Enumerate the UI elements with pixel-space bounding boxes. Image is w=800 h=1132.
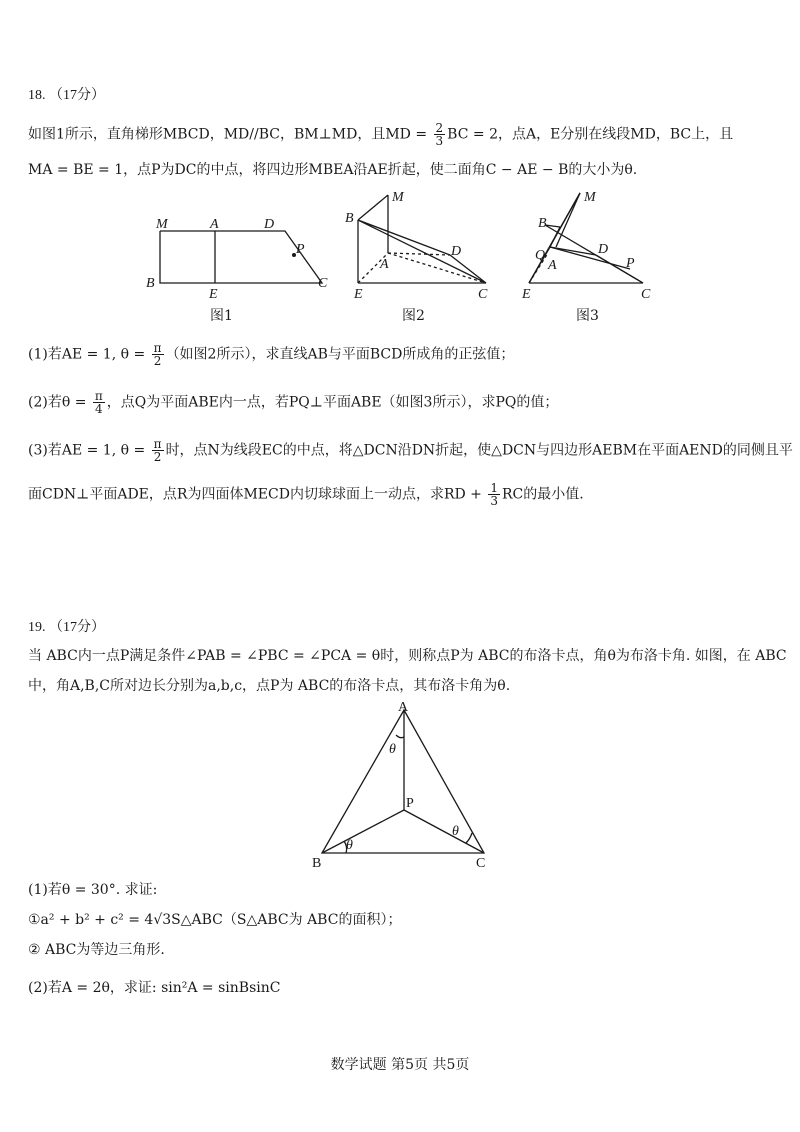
fig3-label-m: M xyxy=(584,190,596,205)
q19-header: 19. （17分） xyxy=(28,620,105,635)
fig3-label-p: P xyxy=(626,256,635,271)
q19-intro-line2: 中，角A,B,C所对边长分别为a,b,c，点P为 ABC的布洛卡点，其布洛卡角为θ. xyxy=(28,678,511,694)
fig3-label-e: E xyxy=(522,287,531,302)
q19-part1-item1: ①a² + b² + c² = 4√3S△ABC（S△ABC为 ABC的面积）； xyxy=(28,912,402,928)
q18-intro-text: 如图1所示，直角梯形MBCD，MD//BC，BM⊥MD，且MD = xyxy=(28,126,432,143)
fig1-label-e: E xyxy=(209,287,218,302)
fig2-label-m: M xyxy=(392,190,404,205)
fig2-label-c: C xyxy=(478,287,488,302)
q18-part1: (1)若AE = 1, θ = $\frac{\pi}{2}$ （如图2所示），求直线AB与平面BCD所成角的正弦值； xyxy=(28,341,515,368)
q18-part3-line2-fraction: $\frac{1}{3}$ xyxy=(490,481,498,508)
figure-2 xyxy=(358,195,486,283)
triangle-abc xyxy=(322,710,484,853)
page-footer: 数学试题 第5页 共5页 xyxy=(330,1057,470,1073)
fig3-caption: 图3 xyxy=(576,308,599,324)
fig19-theta-b: θ xyxy=(346,838,353,853)
fig3-label-a: A xyxy=(548,258,557,273)
q19-figure xyxy=(0,695,800,875)
fig2-label-a: A xyxy=(380,257,389,272)
q18-intro-line1 xyxy=(28,122,733,147)
fig19-label-p: P xyxy=(406,796,414,811)
fig2-label-d: D xyxy=(451,244,462,259)
q19-intro-line1: 当 ABC内一点P满足条件∠PAB = ∠PBC = ∠PCA = θ时，则称点P为 ABC的布洛卡点，角θ为布洛卡角. 如图，在 ABC xyxy=(28,648,787,664)
angle-arc-c xyxy=(466,833,472,843)
fig19-label-b: B xyxy=(312,856,322,871)
q18-part3: (3)若AE = 1, θ = $\frac{\pi}{2}$ 时，点N为线段EC的中点，将△DCN沿DN折起，使△DCN与四边形AEBM在平面AEND的同侧且平 xyxy=(28,437,793,464)
q18-intro-line2: MA = BE = 1，点P为DC的中点，将四边形MBEA沿AE折起，使二面角C − AE − B的大小为θ. xyxy=(28,162,638,178)
fig1-caption: 图1 xyxy=(210,308,233,324)
q18-figures xyxy=(0,185,800,325)
fig19-theta-a: θ xyxy=(389,742,396,757)
q18-part3-line2: 面CDN⊥平面ADE，点R为四面体MECD内切球球面上一动点，求RD + $\frac{1}{3}$ RC的最小值. xyxy=(28,481,584,508)
fig1-label-m: M xyxy=(156,217,168,232)
q18-header: 18. （17分） xyxy=(28,88,105,103)
q18-intro-tail: BC = 2，点A，E分别在线段MD，BC上，且 xyxy=(447,126,734,143)
fig3-label-q: Q xyxy=(535,248,546,263)
q19-part1: (1)若θ = 30°. 求证: xyxy=(28,882,158,898)
q18-intro-fraction: $\frac{2}{3}$ xyxy=(435,121,444,148)
fig1-label-p: P xyxy=(296,242,305,257)
q18-part1-fraction: $\frac{\pi}{2}$ xyxy=(153,341,162,368)
angle-arc-a xyxy=(396,735,404,738)
q18-part2: (2)若θ = $\frac{\pi}{4}$ ，点Q为平面ABE内一点，若PQ⊥平面ABE（如图3所示），求PQ的值； xyxy=(28,389,559,416)
fig1-label-a: A xyxy=(210,217,219,232)
fig2-caption: 图2 xyxy=(402,308,425,324)
q18-part2-fraction: $\frac{\pi}{4}$ xyxy=(94,389,103,416)
fig19-theta-c: θ xyxy=(452,824,459,839)
fig1-label-b: B xyxy=(146,276,155,291)
fig3-label-d: D xyxy=(598,242,609,257)
fig3-label-c: C xyxy=(641,287,651,302)
q19-part1-item2: ② ABC为等边三角形. xyxy=(28,942,165,958)
q19-part2: (2)若A = 2θ，求证: sin²A = sinBsinC xyxy=(28,980,281,996)
fig1-label-c: C xyxy=(318,276,328,291)
fig1-label-d: D xyxy=(264,217,275,232)
q18-part3-fraction: $\frac{\pi}{2}$ xyxy=(153,437,162,464)
fig19-label-c: C xyxy=(476,856,486,871)
fig2-label-b: B xyxy=(345,211,354,226)
figure-1 xyxy=(160,231,322,283)
fig19-label-a: A xyxy=(398,700,409,715)
fig3-label-b: B xyxy=(538,216,547,231)
fig2-label-e: E xyxy=(354,287,363,302)
